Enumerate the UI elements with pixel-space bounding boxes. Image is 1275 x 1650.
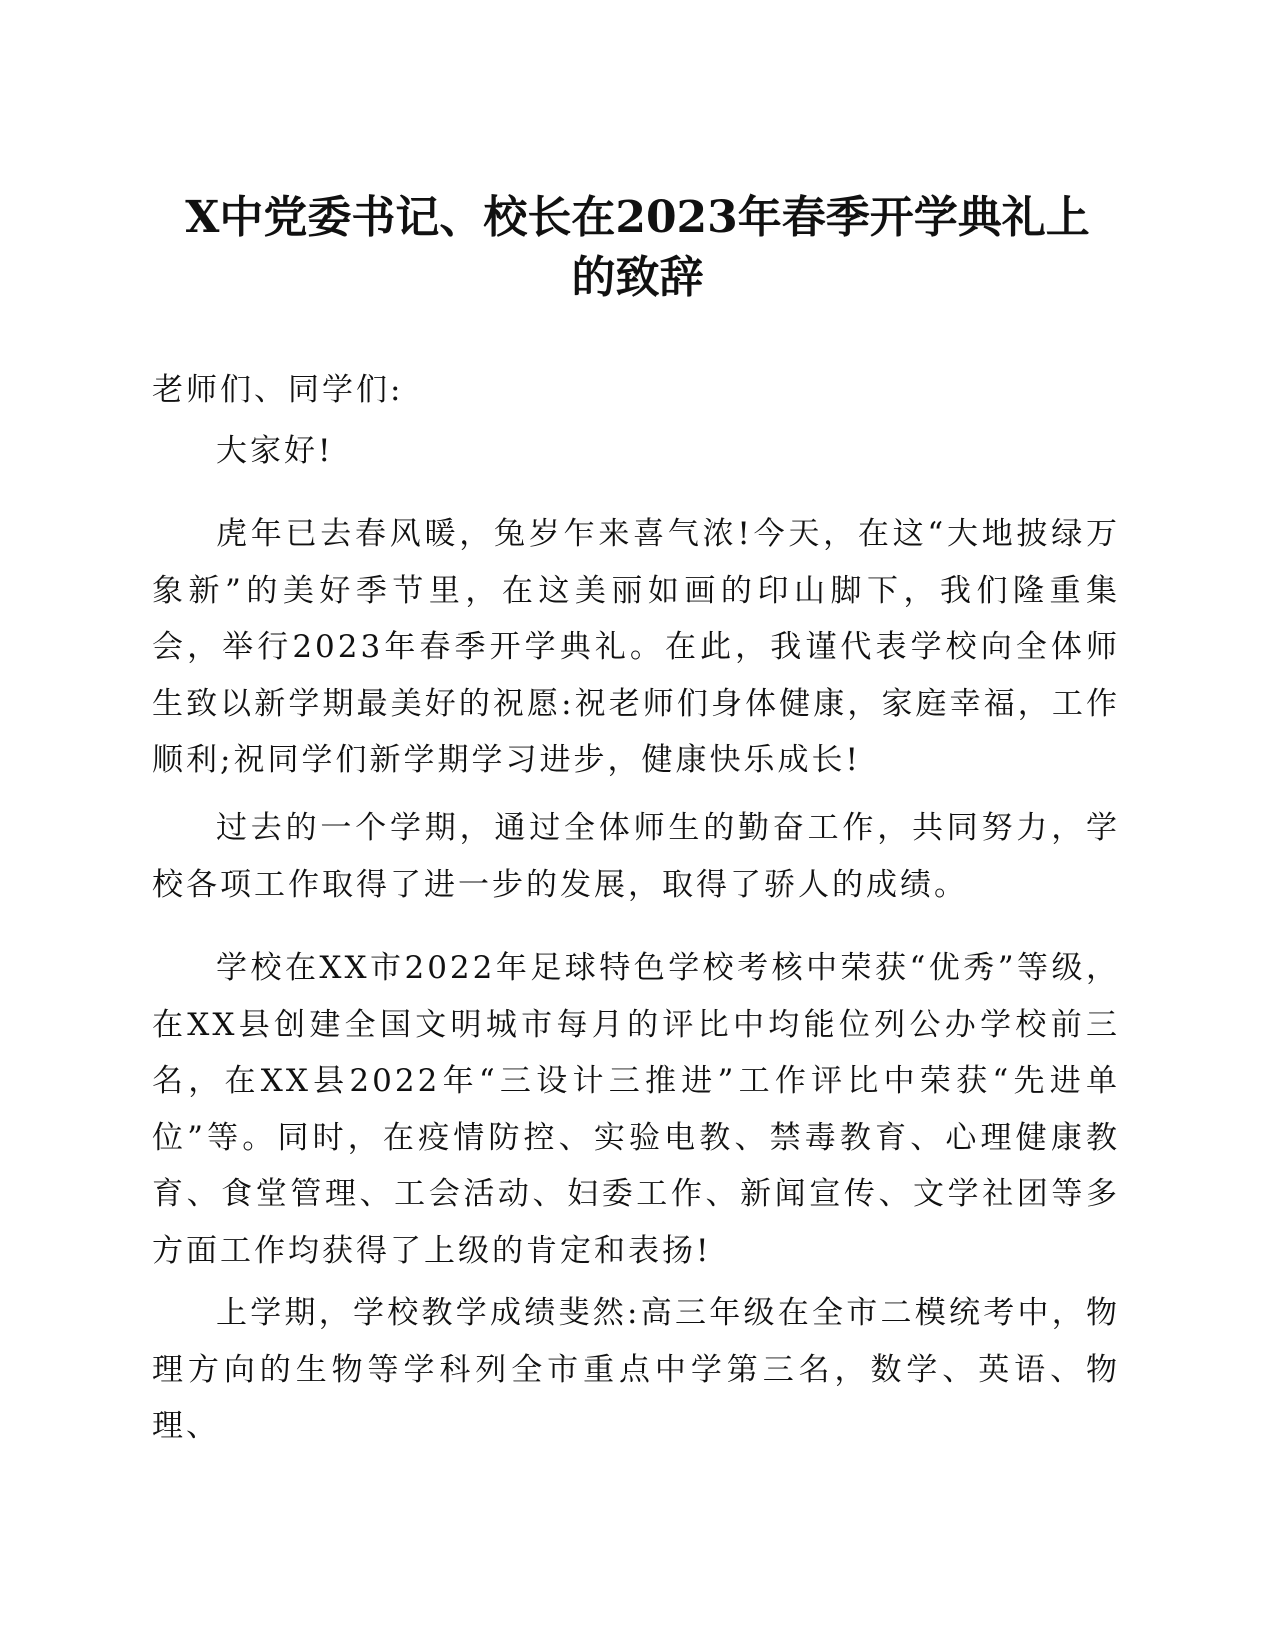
paragraph-review: 过去的一个学期，通过全体师生的勤奋工作，共同努力，学校各项工作取得了进一步的发展，取得了骄人的成绩。 — [152, 810, 1120, 903]
paragraph-honors: 学校在XX市2022年足球特色学校考核中荣获“优秀”等级，在XX县创建全国文明城市每月的评比中均能位列公办学校前三名，在XX县2022年“三设计三推进”工作评比中荣获“先进单位”等。同时，在疫情防控、实验电教、禁毒教育、心理健康教育、食堂管理、工会活动、妇委工作、新闻宣传、文学社团等多方面工作均获得了上级的肯定和表扬! — [152, 950, 1120, 1269]
document-title — [140, 188, 1135, 308]
title-line-2: 的致辞 — [571, 252, 704, 303]
salutation: 老师们、同学们: — [152, 372, 404, 408]
paragraph-teaching-results: 上学期，学校教学成绩斐然:高三年级在全市二模统考中，物理方向的生物等学科列全市重点中学第三名，数学、英语、物理、 — [152, 1295, 1120, 1444]
greeting: 大家好! — [216, 433, 334, 469]
title-line-1: X中党委书记、校长在2023年春季开学典礼上 — [185, 192, 1090, 243]
paragraph-opening: 虎年已去春风暖，兔岁乍来喜气浓!今天，在这“大地披绿万象新”的美好季节里，在这美丽如画的印山脚下，我们隆重集会，举行2023年春季开学典礼。在此，我谨代表学校向全体师生致以新学期最美好的祝愿:祝老师们身体健康，家庭幸福，工作顺利;祝同学们新学期学习进步，健康快乐成长! — [152, 516, 1120, 778]
